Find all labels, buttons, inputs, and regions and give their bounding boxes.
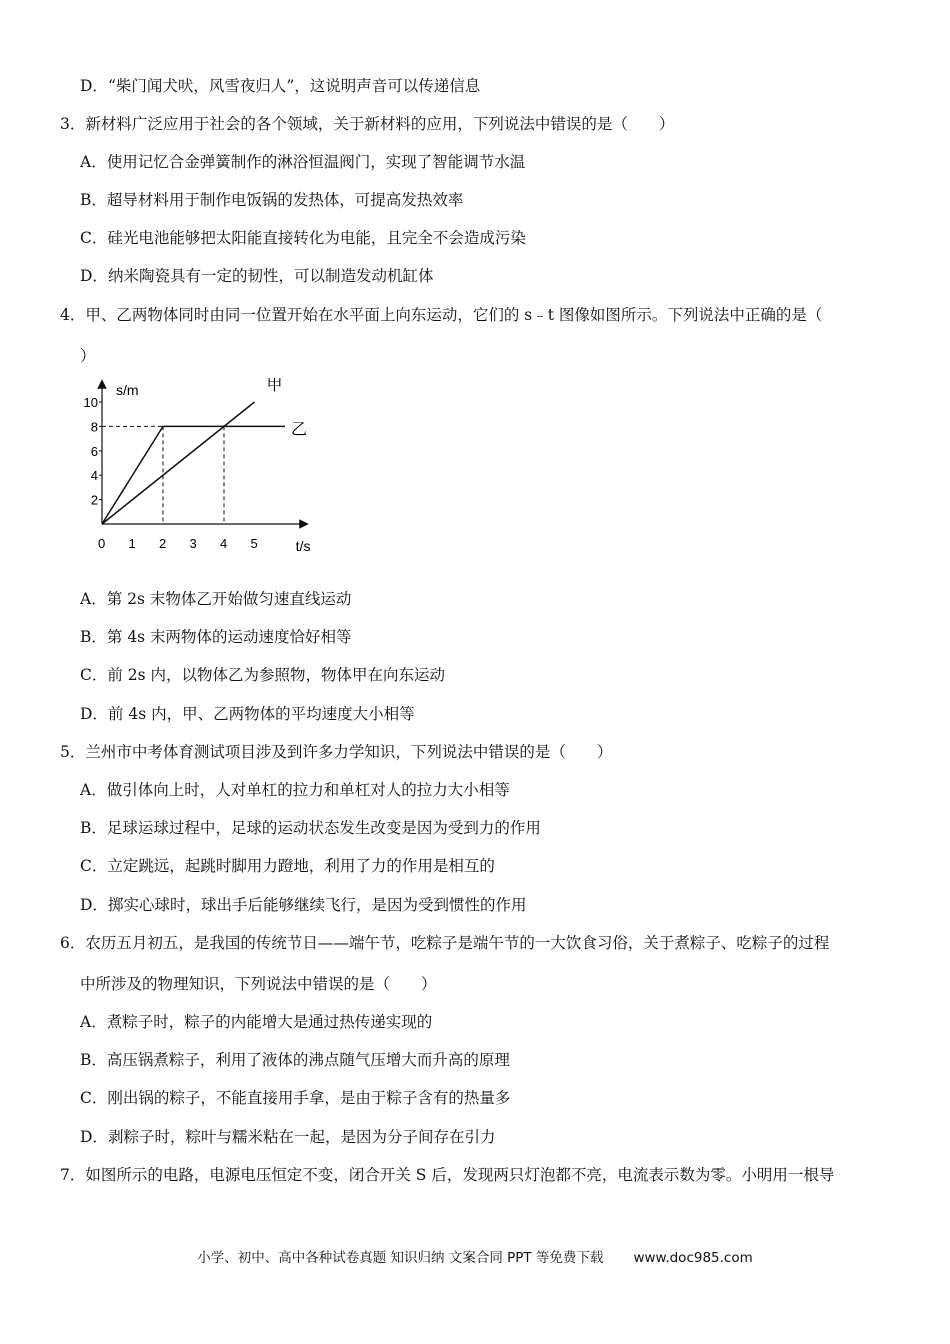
q3-option-a: A．使用记忆合金弹簧制作的淋浴恒温阀门，实现了智能调节水温 [80,153,526,171]
question-6-stem-continued: 中所涉及的物理知识，下列说法中错误的是（ ） [80,975,437,993]
question-5-stem: 5．兰州市中考体育测试项目涉及到许多力学知识，下列说法中错误的是（ ） [60,743,613,761]
q3-option-c: C．硅光电池能够把太阳能直接转化为电能，且完全不会造成污染 [80,229,526,247]
y-tick-label: 4 [90,468,98,484]
y-tick-label: 8 [90,419,98,435]
q6-option-c: C．刚出锅的粽子，不能直接用手拿，是由于粽子含有的热量多 [80,1089,511,1107]
x-tick-label: 1 [128,536,136,551]
footer-text: 小学、初中、高中各种试卷真题 知识归纳 文案合同 PPT 等免费下载 [197,1250,604,1266]
question-4-stem-continued: ） [80,347,96,365]
q4-option-d: D．前 4s 内，甲、乙两物体的平均速度大小相等 [80,705,415,723]
q6-option-d: D．剥粽子时，粽叶与糯米粘在一起，是因为分子间存在引力 [80,1128,496,1146]
q6-option-b: B．高压锅煮粽子，利用了液体的沸点随气压增大而升高的原理 [80,1051,510,1069]
q5-option-a: A．做引体向上时，人对单杠的拉力和单杠对人的拉力大小相等 [80,781,510,799]
y-tick-label: 6 [90,443,98,459]
footer-site-link[interactable]: www.doc985.com [633,1250,753,1266]
question-4-stem: 4．甲、乙两物体同时由同一位置开始在水平面上向东运动，它们的 s﹣t 图像如图所示。下列说法中正确的是（ [60,306,823,324]
q5-option-d: D．掷实心球时，球出手后能够继续飞行，是因为受到惯性的作用 [80,896,527,914]
x-tick-label: 2 [159,536,167,551]
question-6-stem: 6．农历五月初五，是我国的传统节日——端午节，吃粽子是端午节的一大饮食习俗，关于煮粽子、吃粽子的过程 [60,934,830,952]
s-t-graph [82,378,322,558]
q4-option-b: B．第 4s 末两物体的运动速度恰好相等 [80,628,352,646]
series-label: 甲 [266,378,283,394]
x-tick-label: 3 [189,536,197,551]
series-line-yi [102,426,285,524]
series-label: 乙 [291,421,308,439]
q2-option-d: D．“柴门闻犬吠，风雪夜归人”，这说明声音可以传递信息 [80,77,481,95]
q3-option-d: D．纳米陶瓷具有一定的韧性，可以制造发动机缸体 [80,267,434,285]
x-tick-label: 5 [250,536,258,551]
series-line-jia [102,402,255,524]
y-tick-label: 10 [83,395,98,410]
q5-option-b: B．足球运球过程中，足球的运动状态发生改变是因为受到力的作用 [80,819,541,837]
question-7-stem: 7．如图所示的电路，电源电压恒定不变，闭合开关 S 后，发现两只灯泡都不亮，电流表示数为零。小明用一根导 [60,1166,835,1184]
q4-option-a: A．第 2s 末物体乙开始做匀速直线运动 [80,590,352,608]
q5-option-c: C．立定跳远，起跳时脚用力蹬地，利用了力的作用是相互的 [80,857,495,875]
x-tick-label: 4 [220,536,228,551]
y-tick-label: 2 [90,492,98,508]
q6-option-a: A．煮粽子时，粽子的内能增大是通过热传递实现的 [80,1013,433,1031]
question-3-stem: 3．新材料广泛应用于社会的各个领域，关于新材料的应用，下列说法中错误的是（ ） [60,115,675,133]
page-footer [0,1246,950,1266]
x-tick-label: 0 [98,536,106,551]
q3-option-b: B．超导材料用于制作电饭锅的发热体，可提高发热效率 [80,191,464,209]
y-axis-label: s/m [116,382,139,398]
q4-option-c: C．前 2s 内，以物体乙为参照物，物体甲在向东运动 [80,666,446,684]
x-axis-label: t/s [295,538,311,554]
